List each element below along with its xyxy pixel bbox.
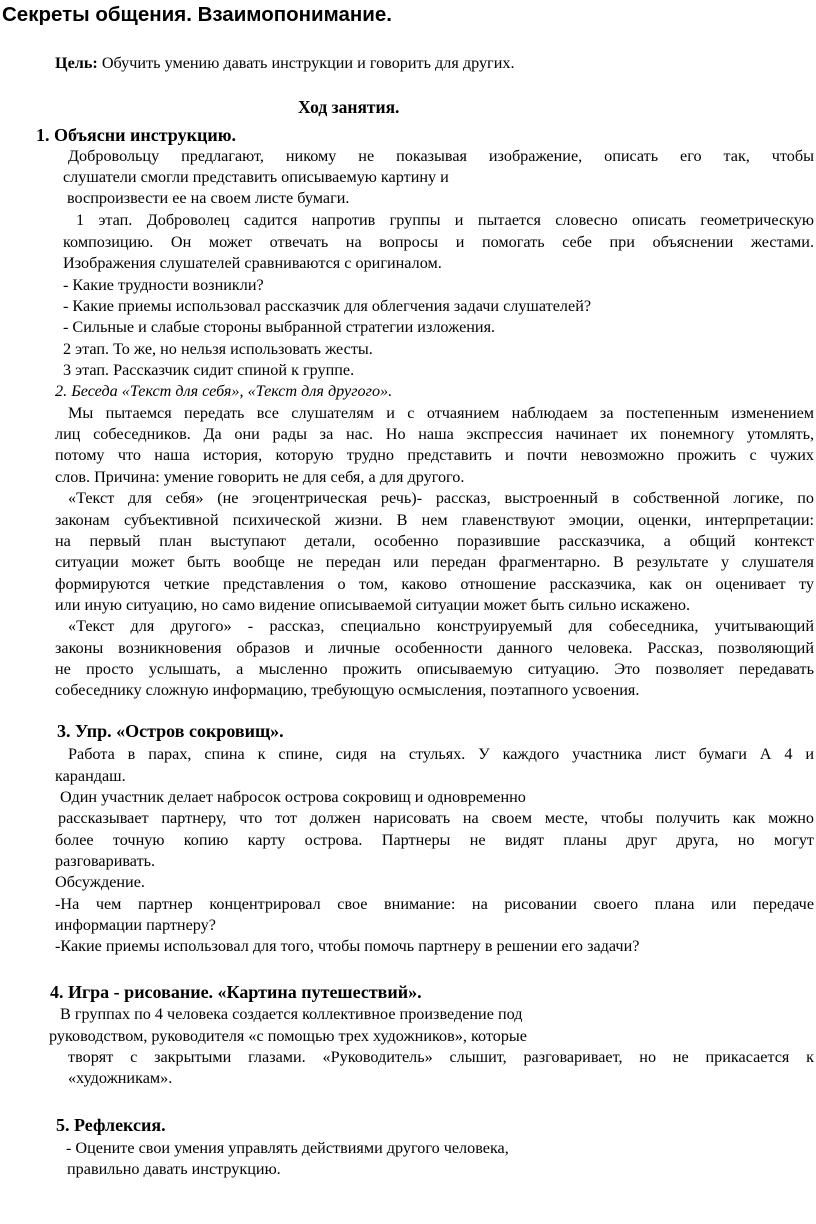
goal-text: Обучить умению давать инструкции и говорить для других.: [101, 54, 515, 72]
section-5-line-2: правильно давать инструкцию.: [67, 1160, 281, 1178]
section-1-stage-3: 3 этап. Рассказчик сидит спиной к группе.: [63, 361, 355, 379]
section-2-p3-line-2: законы возникновения образов и личные особенности данного человека. Рассказ, позволяющий: [55, 639, 814, 657]
section-1-line-4: 1 этап. Доброволец садится напротив группы и пытается словесно описать геометрическую: [76, 211, 814, 229]
section-1-line-1: Добровольцу предлагают, никому не показывая изображение, описать его так, чтобы: [68, 147, 814, 165]
section-3-line-1: Работа в парах, спина к спине, сидя на стульях. У каждого участника лист бумаги А 4 и: [68, 745, 814, 763]
section-2-p1-line-2: лиц собеседников. Да они рады за нас. Но наша экспрессия начинает их понемногу утомлять,: [55, 425, 814, 443]
section-2-p2-line-2: законам субъективной психической жизни. В нем главенствуют эмоции, оценки, интерпретации:: [55, 511, 814, 529]
section-3-line-2: карандаш.: [55, 767, 126, 785]
course-heading: Ход занятия.: [298, 97, 400, 117]
section-3-line-7: Обсуждение.: [55, 873, 145, 891]
section-1-question-1: - Какие трудности возникли?: [63, 276, 264, 294]
page-title: Секреты общения. Взаимопонимание.: [2, 3, 392, 26]
section-4-line-1: В группах по 4 человека создается коллективное произведение под: [60, 1005, 523, 1023]
section-1-line-6: Изображения слушателей сравниваются с оригиналом.: [63, 254, 442, 272]
section-1-question-3: - Сильные и слабые стороны выбранной стратегии изложения.: [63, 318, 496, 336]
section-1-stage-2: 2 этап. То же, но нельзя использовать жесты.: [63, 340, 373, 358]
section-2-heading: 2. Беседа «Текст для себя», «Текст для другого».: [55, 382, 393, 400]
section-3-line-5: более точную копию карту острова. Партнеры не видят планы друг друга, но могут: [55, 831, 814, 849]
section-3-line-6: разговаривать.: [55, 852, 156, 870]
section-3-heading: 3. Упр. «Остров сокровищ».: [57, 721, 284, 741]
section-1-line-2: слушатели смогли представить описываемую картину и: [63, 168, 449, 186]
section-5-heading: 5. Рефлексия.: [56, 1115, 166, 1135]
section-5-line-1: - Оцените свои умения управлять действиями другого человека,: [66, 1139, 509, 1157]
section-4-line-4: «художникам».: [68, 1069, 173, 1087]
section-1-line-5: композицию. Он может отвечать на вопросы и помогать себе при объяснении жестами.: [63, 233, 814, 251]
section-2-p2-line-4: ситуации может быть вообще не передан или передан фрагментарно. В результате у слушателя: [55, 553, 814, 571]
section-3-line-3: Один участник делает набросок острова сокровищ и одновременно: [60, 788, 526, 806]
section-2-p2-line-3: на первый план выступают детали, особенно поразившие рассказчика, а общий контекст: [55, 532, 814, 550]
section-4-heading: 4. Игра - рисование. «Картина путешествий».: [50, 982, 422, 1002]
section-2-p1-line-1: Мы пытаемся передать все слушателям и с отчаянием наблюдаем за постепенным изменением: [68, 404, 814, 422]
section-3-line-9: информации партнеру?: [55, 916, 216, 934]
section-3-line-8: -На чем партнер концентрировал свое внимание: на рисовании своего плана или передаче: [55, 895, 814, 913]
section-2-p3-line-3: не просто услышать, а мысленно прожить описываемую ситуацию. Это позволяет передавать: [55, 660, 814, 678]
section-2-p2-line-6: или иную ситуацию, но само видение описываемой ситуации может быть сильно искажено.: [55, 596, 691, 614]
section-4-line-3: творят с закрытыми глазами. «Руководитель» слышит, разговаривает, но не прикасается к: [68, 1048, 814, 1066]
section-1-line-3: воспроизвести ее на своем листе бумаги.: [67, 189, 350, 207]
goal-label: Цель:: [55, 54, 98, 72]
section-4-line-2: руководством, руководителя «с помощью трех художников», которые: [49, 1027, 527, 1045]
section-2-p3-line-4: собеседнику сложную информацию, требующую осмысления, поэтапного усвоения.: [55, 681, 640, 699]
section-2-p1-line-4: слов. Причина: умение говорить не для себя, а для другого.: [55, 468, 465, 486]
section-3-line-10: -Какие приемы использовал для того, чтобы помочь партнеру в решении его задачи?: [55, 937, 640, 955]
goal-line: [55, 53, 515, 75]
section-1-heading: 1. Объясни инструкцию.: [36, 125, 236, 145]
section-2-p3-line-1: «Текст для другого» - рассказ, специально конструируемый для собеседника, учитывающий: [68, 617, 814, 635]
section-2-p2-line-1: «Текст для себя» (не эгоцентрическая речь)- рассказ, выстроенный в собственной логике, по: [68, 489, 814, 507]
section-2-p2-line-5: формируются четкие представления о том, каково отношение рассказчика, как он оценивает ту: [55, 575, 814, 593]
section-1-question-2: - Какие приемы использовал рассказчик для облегчения задачи слушателей?: [63, 297, 592, 315]
section-2-p1-line-3: потому что наша история, которую трудно представить и почти невозможно прожить с чужих: [55, 446, 814, 464]
section-3-line-4: рассказывает партнеру, что тот должен нарисовать на своем месте, чтобы получить как можно: [58, 809, 814, 827]
